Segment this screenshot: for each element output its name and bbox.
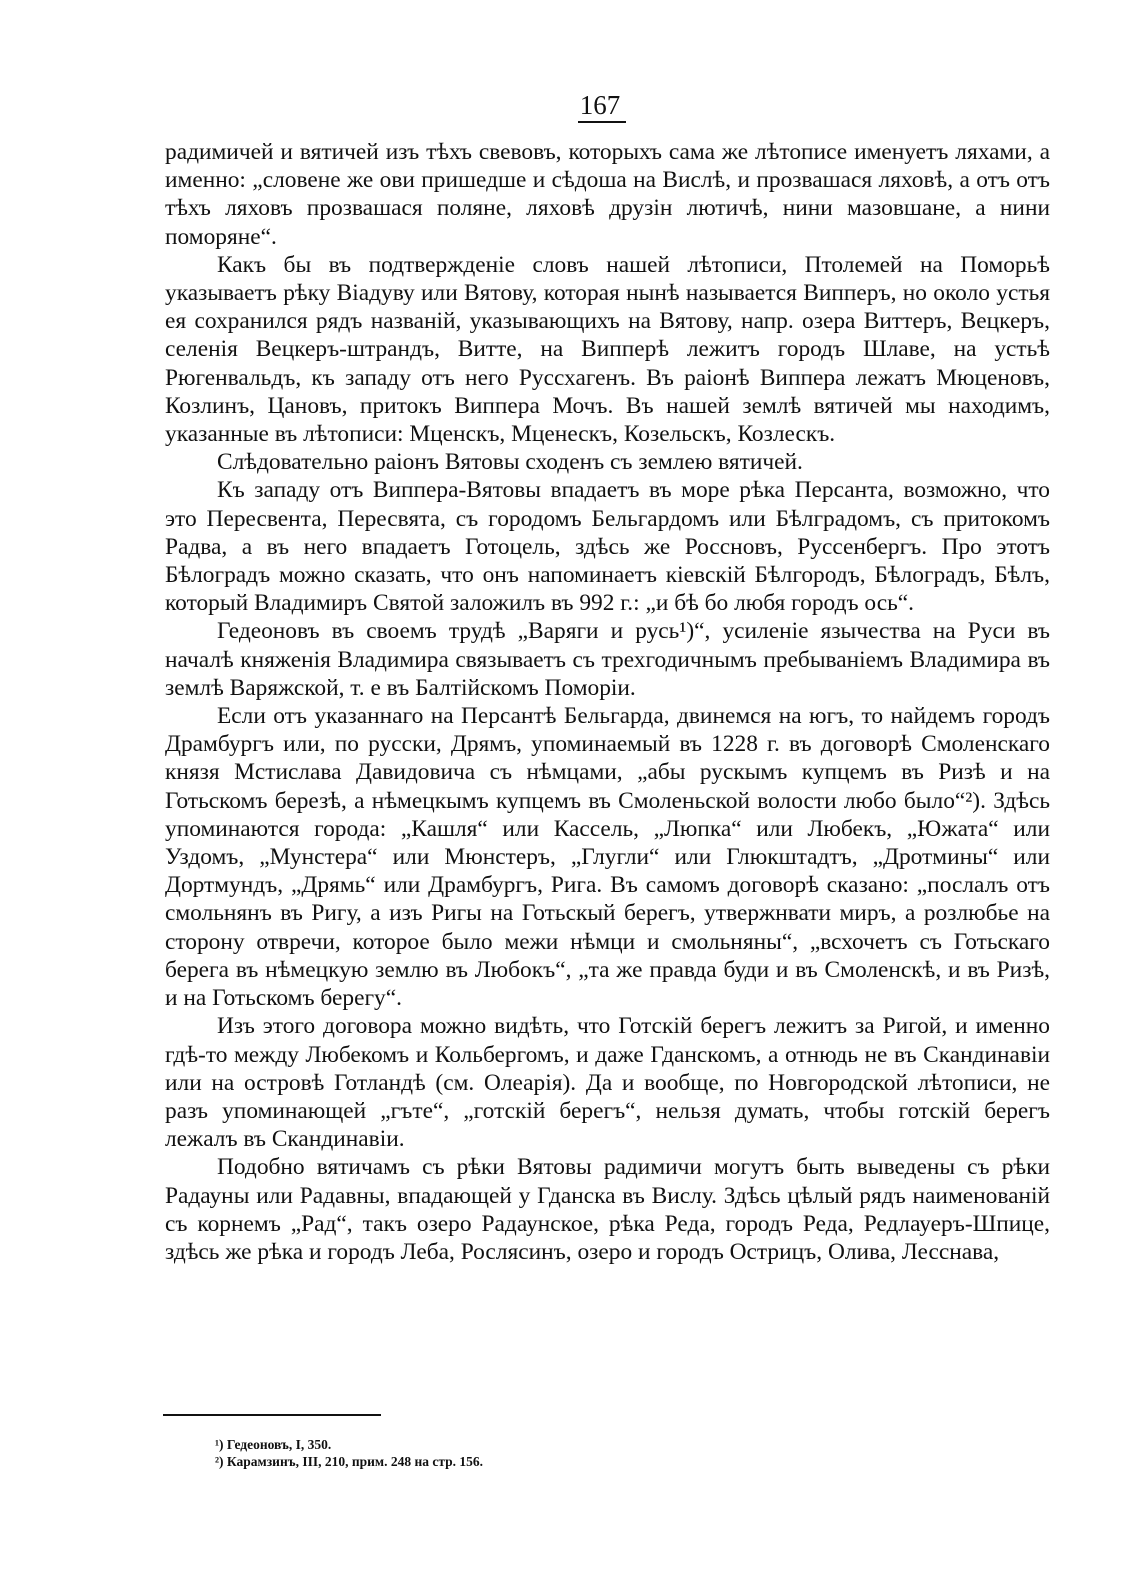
page-number-underline: [578, 121, 626, 123]
paragraph: Слѣдовательно раіонъ Вятовы сходенъ съ землею вятичей.: [217, 449, 803, 476]
paragraph: Къ западу отъ Виппера-Вятовы впадаетъ въ море рѣка Персанта, возможно, что это Пересвента, Пересвята, съ городомъ Бельгардомъ или Бѣлградомъ, съ притокомъ Радва, а въ него впадаетъ Готоцель, здѣсь же Россновъ, Руссенбергъ. Про этотъ Бѣлоградъ можно сказать, что онъ напоминаетъ кіевскій Бѣлгородъ, Бѣлоградъ, Бѣлъ, который Владимиръ Святой заложилъ въ 992 г.: „и бѣ бо любя городъ ось“.: [165, 477, 1050, 617]
paragraph: Гедеоновъ въ своемъ трудѣ „Варяги и русь¹)“, усиленіе язычества на Руси въ началѣ княженія Владимира связываетъ съ трехгодичнымъ пребываніемъ Владимира въ землѣ Варяжской, т. е въ Балтійскомъ Поморіи.: [165, 618, 1050, 701]
footnote-mark: ²): [215, 1454, 224, 1469]
footnote: [215, 1453, 915, 1470]
footnotes: [215, 1436, 915, 1470]
footnote-separator: [163, 1414, 381, 1416]
body-text: [165, 138, 1050, 1266]
paragraph: Какъ бы въ подтвержденіе словъ нашей лѣтописи, Птолемей на Поморьѣ указываетъ рѣку Віадуву или Вятову, которая нынѣ называется Випперъ, но около устья ея сохранился рядъ названій, указывающихъ на Вятову, напр. озера Виттеръ, Вецкеръ, селенія Вецкеръ-штрандъ, Витте, на Випперѣ лежитъ городъ Шлаве, на устьѣ Рюгенвальдъ, къ западу отъ него Руссхагенъ. Въ раіонѣ Виппера лежатъ Мюценовъ, Козлинъ, Цановъ, притокъ Виппера Мочъ. Въ нашей землѣ вятичей мы находимъ, указанные въ лѣтописи: Мценскъ, Мценескъ, Козельскъ, Козлескъ.: [165, 251, 1050, 448]
footnote: [215, 1436, 915, 1453]
footnote-text: Карамзинъ, III, 210, прим. 248 на стр. 156.: [226, 1454, 484, 1469]
paragraph: Подобно вятичамъ съ рѣки Вятовы радимичи могутъ быть выведены съ рѣки Радауны или Радавны, впадающей у Гданска въ Вислу. Здѣсь цѣлый рядъ наименованій съ корнемъ „Рад“, такъ озеро Радаунское, рѣка Реда, городъ Реда, Редлауеръ-Шпице, здѣсь же рѣка и городъ Леба, Рослясинъ, озеро и городъ Острицъ, Олива, Лесснава,: [165, 1154, 1050, 1265]
paragraph: радимичей и вятичей изъ тѣхъ свевовъ, которыхъ сама же лѣтописе именуетъ ляхами, а именно: „словене же ови пришедше и сѣдоша на Вислѣ, и прозвашася ляховѣ, а отъ отъ тѣхъ ляховъ прозвашася поляне, ляховѣ друзін лютичѣ, нини мазовшане, а нини поморяне“.: [165, 139, 1050, 250]
page-number: 167: [579, 90, 621, 120]
paragraph: Изъ этого договора можно видѣть, что Готскій берегъ лежитъ за Ригой, и именно гдѣ-то между Любекомъ и Кольбергомъ, и даже Гданскомъ, а отнюдь не въ Скандинавіи или на островѣ Готландѣ (см. Олеарія). Да и вообще, по Новгородской лѣтописи, не разъ упоминающей „гъте“, „готскій берегъ“, нельзя думать, чтобы готскій берегъ лежалъ въ Скандинавіи.: [165, 1013, 1050, 1153]
footnote-mark: ¹): [215, 1437, 224, 1452]
paragraph: Если отъ указаннаго на Персантѣ Бельгарда, двинемся на югъ, то найдемъ городъ Драмбургъ или, по русски, Дрямъ, упоминаемый въ 1228 г. въ договорѣ Смоленскаго князя Мстислава Давидовича съ нѣмцами, „абы рускымъ купцемъ въ Ризѣ и на Готьскомъ березѣ, а нѣмецкымъ купцемъ въ Смоленьской волости любо было“²). Здѣсь упоминаются города: „Кашля“ или Кассель, „Люпка“ или Любекъ, „Южата“ или Уздомъ, „Мунстера“ или Мюнстеръ, „Глугли“ или Глюкштадтъ, „Дротмины“ или Дортмундъ, „Дрямь“ или Драмбургъ, Рига. Въ самомъ договорѣ сказано: „послалъ отъ смольнянъ въ Ригу, а изъ Ригы на Готьскый берегъ, утвержнвати миръ, а розлюбье на сторону отвречи, которое было межи нѣмци и смольняны“, „всхочетъ съ Готьскаго берега въ нѣмецкую землю въ Любокъ“, „та же правда буди и въ Смоленскѣ, и въ Ризѣ, и на Готьскомъ берегу“.: [165, 703, 1050, 1012]
footnote-text: Гедеоновъ, I, 350.: [226, 1437, 332, 1452]
